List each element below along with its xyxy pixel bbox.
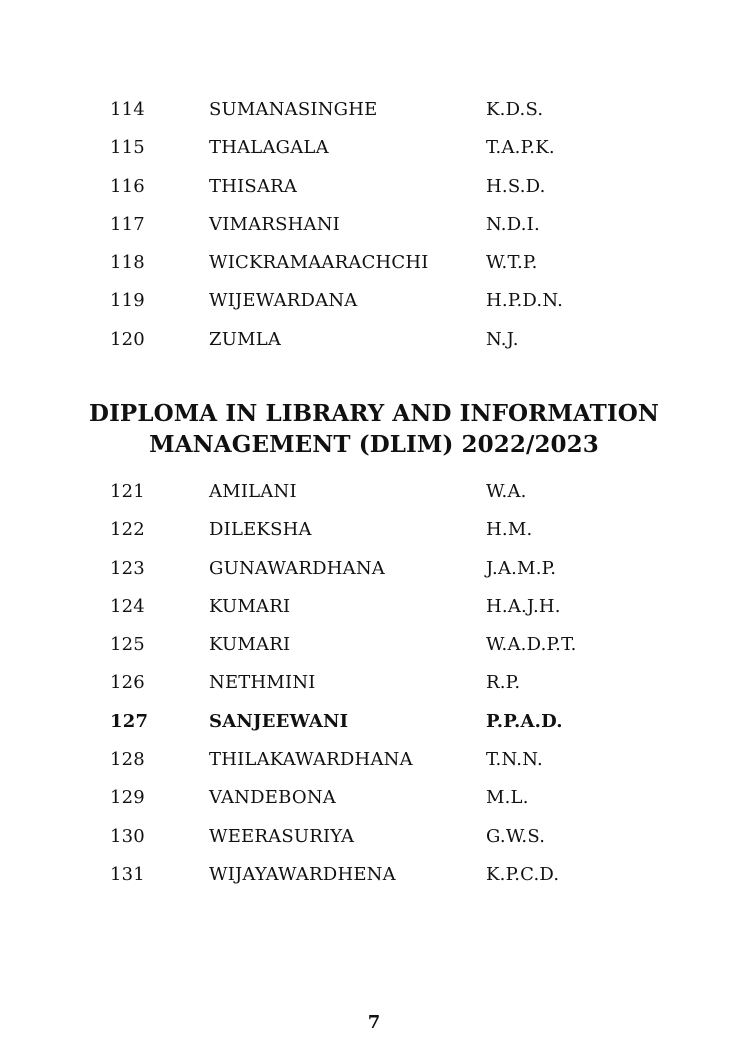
row-initials: R.P. [486,672,521,694]
row-initials: H.P.D.N. [486,290,564,312]
row-surname: VIMARSHANI [209,213,340,235]
row-surname: NETHMINI [209,672,316,694]
section-heading [0,398,748,460]
row-initials: W.A.D.P.T. [486,634,577,656]
section-heading-line-1: DIPLOMA IN LIBRARY AND INFORMATION [89,400,659,427]
row-surname: THALAGALA [209,137,329,159]
student-list-2 [0,481,748,902]
row-number: 127 [110,710,149,732]
list-item [0,176,748,214]
list-item [0,749,748,787]
row-number: 121 [110,481,145,502]
row-number: 119 [110,290,145,312]
list-item [0,137,748,175]
row-initials: H.A.J.H. [486,595,561,617]
row-number: 130 [110,825,145,847]
row-surname: GUNAWARDHANA [209,557,386,579]
list-item [0,252,748,290]
row-number: 123 [110,557,145,579]
row-number: 114 [110,99,145,120]
row-initials: K.D.S. [486,99,544,120]
row-surname: SUMANASINGHE [209,99,378,120]
row-initials: N.D.I. [486,213,540,235]
list-item [0,214,748,252]
row-number: 122 [110,519,145,541]
list-item [0,481,748,519]
row-number: 117 [110,213,145,235]
list-item [0,672,748,710]
row-number: 131 [110,863,145,885]
row-initials: N.J. [486,328,519,350]
row-number: 125 [110,634,145,656]
row-initials: W.T.P. [486,252,538,274]
row-number: 124 [110,595,145,617]
page-number: 7 [367,1012,381,1033]
list-item [0,558,748,596]
row-number: 126 [110,672,145,694]
list-item [0,329,748,367]
row-surname: DILEKSHA [209,519,312,541]
list-item [0,519,748,557]
row-initials: W.A. [486,481,527,502]
row-initials: J.A.M.P. [486,557,557,579]
list-item [0,826,748,864]
row-number: 116 [110,175,145,197]
row-surname: WIJAYAWARDHENA [209,863,396,885]
list-item [0,290,748,328]
section-heading-line-2: MANAGEMENT (DLIM) 2022/2023 [149,431,599,458]
list-item [0,99,748,137]
row-surname: KUMARI [209,634,291,656]
list-item [0,787,748,825]
student-list-1 [0,99,748,367]
row-number: 120 [110,328,145,350]
row-number: 115 [110,137,145,159]
row-surname: SANJEEWANI [209,710,349,732]
row-surname: KUMARI [209,595,291,617]
row-initials: K.P.C.D. [486,863,560,885]
row-surname: WIJEWARDANA [209,290,358,312]
list-item [0,864,748,902]
row-initials: T.N.N. [486,749,543,771]
row-number: 128 [110,749,145,771]
row-surname: WEERASURIYA [209,825,355,847]
row-initials: P.P.A.D. [486,710,563,732]
row-initials: H.S.D. [486,175,546,197]
row-surname: VANDEBONA [209,787,336,809]
row-initials: T.A.P.K. [486,137,555,159]
row-initials: H.M. [486,519,533,541]
row-surname: AMILANI [209,481,297,502]
row-initials: M.L. [486,787,529,809]
row-surname: ZUMLA [209,328,282,350]
row-surname: THISARA [209,175,298,197]
list-item-highlighted [0,711,748,749]
row-surname: THILAKAWARDHANA [209,749,413,771]
row-number: 118 [110,252,145,274]
row-number: 129 [110,787,145,809]
row-initials: G.W.S. [486,825,546,847]
row-surname: WICKRAMAARACHCHI [209,252,429,274]
list-item [0,596,748,634]
list-item [0,634,748,672]
